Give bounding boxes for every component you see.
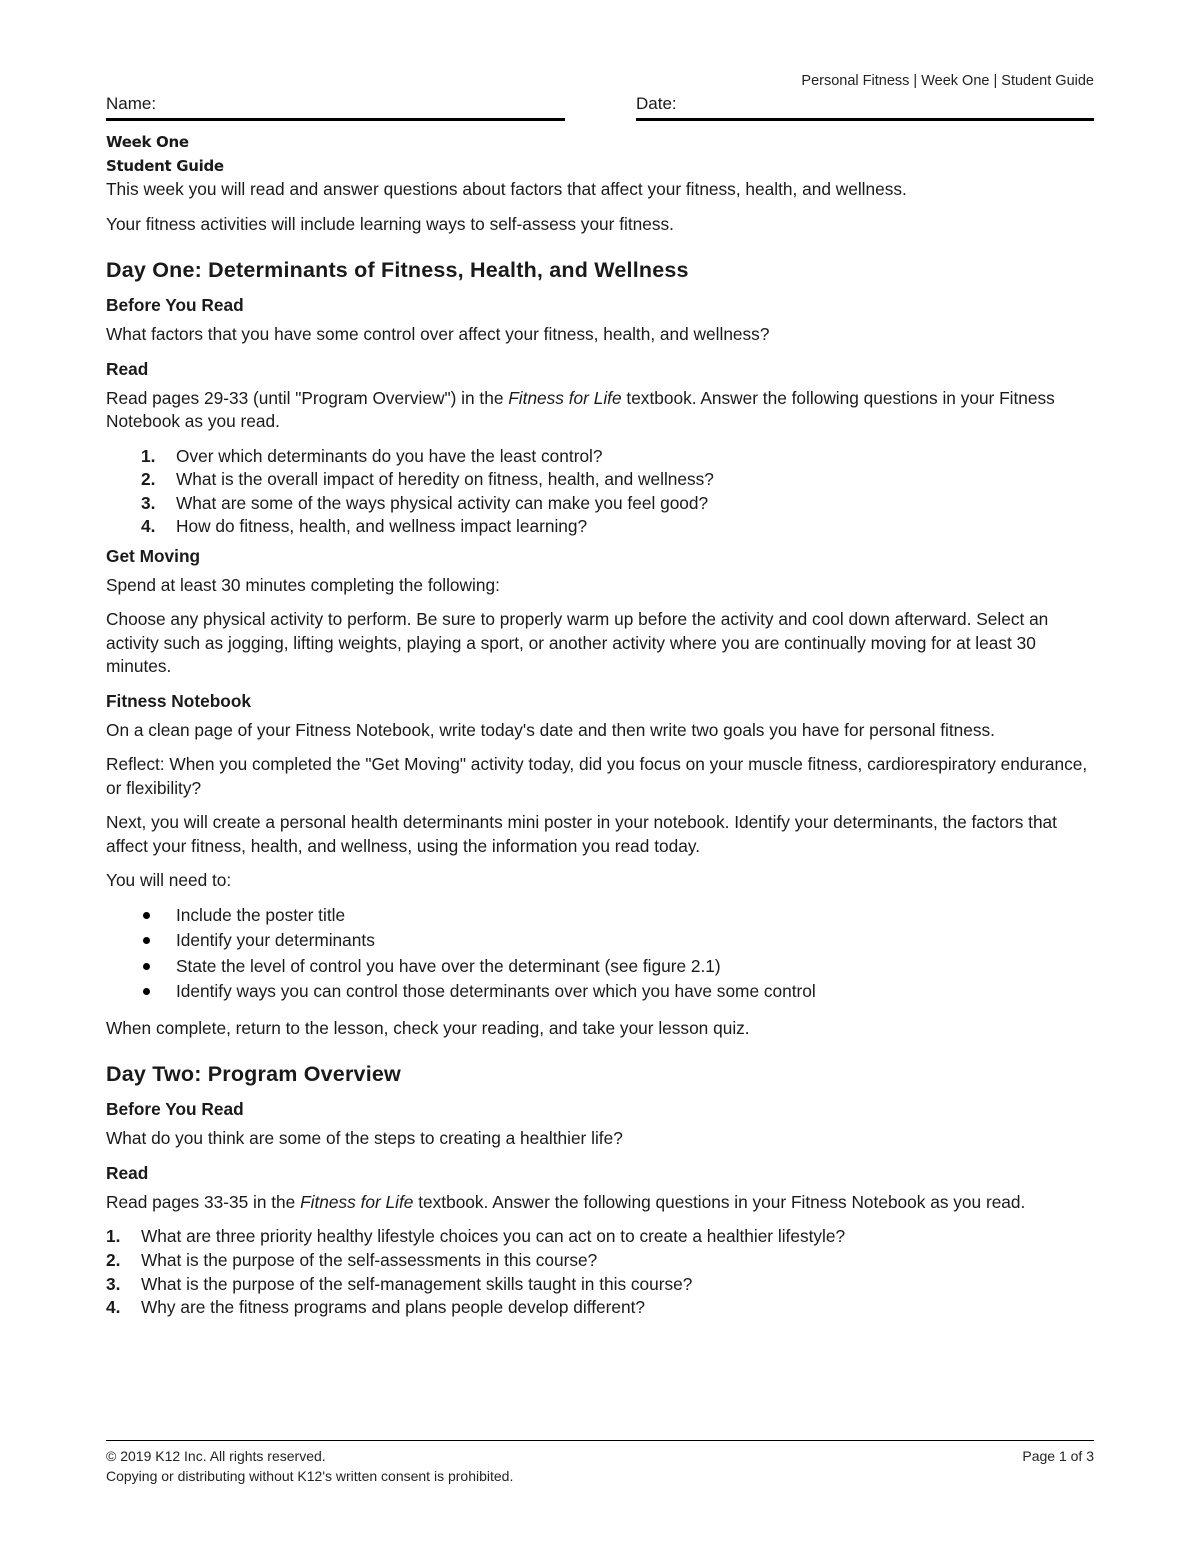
bullet-icon [143,963,150,970]
notebook-need: You will need to: [106,870,232,891]
book-title: Fitness for Life [508,387,622,408]
book-title: Fitness for Life [300,1191,414,1212]
bullet-icon [143,988,150,995]
get-moving-heading: Get Moving [106,545,201,566]
get-moving-text: Spend at least 30 minutes completing the following: [106,574,500,595]
day-one-heading: Day One: Determinants of Fitness, Health, and Wellness [106,258,689,282]
day-one-questions [106,445,1096,539]
list-item: Identify your determinants [106,928,1096,954]
list-item: State the level of control you have over the determinant (see figure 2.1) [106,954,1096,980]
day-two-before-heading: Before You Read [106,1099,244,1120]
list-item: 3. What are some of the ways physical activity can make you feel good? [141,492,709,513]
copy-notice: Copying or distributing without K12's written consent is prohibited. [106,1468,514,1484]
poster-checklist [106,903,1096,1005]
list-item: 1. What are three priority healthy lifestyle choices you can act on to create a healthier lifestyle? [106,1226,846,1247]
day-one-closing: When complete, return to the lesson, check your reading, and take your lesson quiz. [106,1017,750,1038]
day-one-read-heading: Read [106,358,149,379]
day-one-before-heading: Before You Read [106,295,244,315]
list-item: 1. Over which determinants do you have the least control? [141,445,603,466]
day-one-read-text: Read pages 29-33 (until "Program Overview") in the Fitness for Life textbook. Answer the following questions in your Fitness Notebook as you read. [106,387,1055,431]
intro-paragraph-2: Your fitness activities will include learning ways to self-assess your fitness. [106,213,674,234]
week-label: Week One [106,133,189,151]
intro-paragraph: This week you will read and answer questions about factors that affect your fitness, health, and wellness. [106,179,907,199]
bullet-icon [143,912,150,919]
page-footer [106,1440,1094,1486]
guide-label: Student Guide [106,157,224,175]
name-date-row [106,92,1094,122]
list-item: 3. What is the purpose of the self-management skills taught in this course? [106,1273,693,1294]
page-number: Page 1 of 3 [1022,1448,1094,1464]
notebook-poster: Next, you will create a personal health determinants mini poster in your notebook. Identify your determinants, the factors that affect your fitness, health, and wellness, using the information you read today. [106,812,1057,856]
fitness-notebook-heading: Fitness Notebook [106,690,251,711]
day-two-read-heading: Read [106,1162,149,1183]
bullet-icon [143,937,150,944]
day-one-before-text: What factors that you have some control over affect your fitness, health, and wellness? [106,324,770,344]
notebook-text: On a clean page of your Fitness Notebook, write today's date and then write two goals you have for personal fitness. [106,719,995,740]
copyright-text: © 2019 K12 Inc. All rights reserved. [106,1448,326,1464]
name-field[interactable]: Name: [106,92,565,121]
day-two-heading: Day Two: Program Overview [106,1062,401,1087]
list-item: 4. How do fitness, health, and wellness impact learning? [141,516,588,537]
list-item: Identify ways you can control those determinants over which you have some control [106,979,1096,1005]
day-two-before-text: What do you think are some of the steps to creating a healthier life? [106,1128,623,1149]
list-item: 2. What is the purpose of the self-assessments in this course? [106,1249,598,1270]
day-two-read-text: Read pages 33-35 in the Fitness for Life textbook. Answer the following questions in your Fitness Notebook as you read. [106,1191,1026,1212]
main-content [106,130,1096,1326]
list-item: 4. Why are the fitness programs and plans people develop different? [106,1297,646,1318]
date-field[interactable]: Date: [636,92,1094,121]
list-item: Include the poster title [106,903,1096,929]
day-two-questions [106,1225,1096,1319]
running-header: Personal Fitness | Week One | Student Guide [801,73,1094,89]
get-moving-text-2: Choose any physical activity to perform. Be sure to properly warm up before the activity and cool down afterward. Select an activity such as jogging, lifting weights, playing a sport, or another activity where you are continually moving for at least 30 minutes. [106,609,1049,677]
notebook-reflect: Reflect: When you completed the "Get Moving" activity today, did you focus on your muscle fitness, cardiorespiratory endurance, or flexibility? [106,754,1088,798]
list-item: 2. What is the overall impact of heredity on fitness, health, and wellness? [141,469,714,490]
